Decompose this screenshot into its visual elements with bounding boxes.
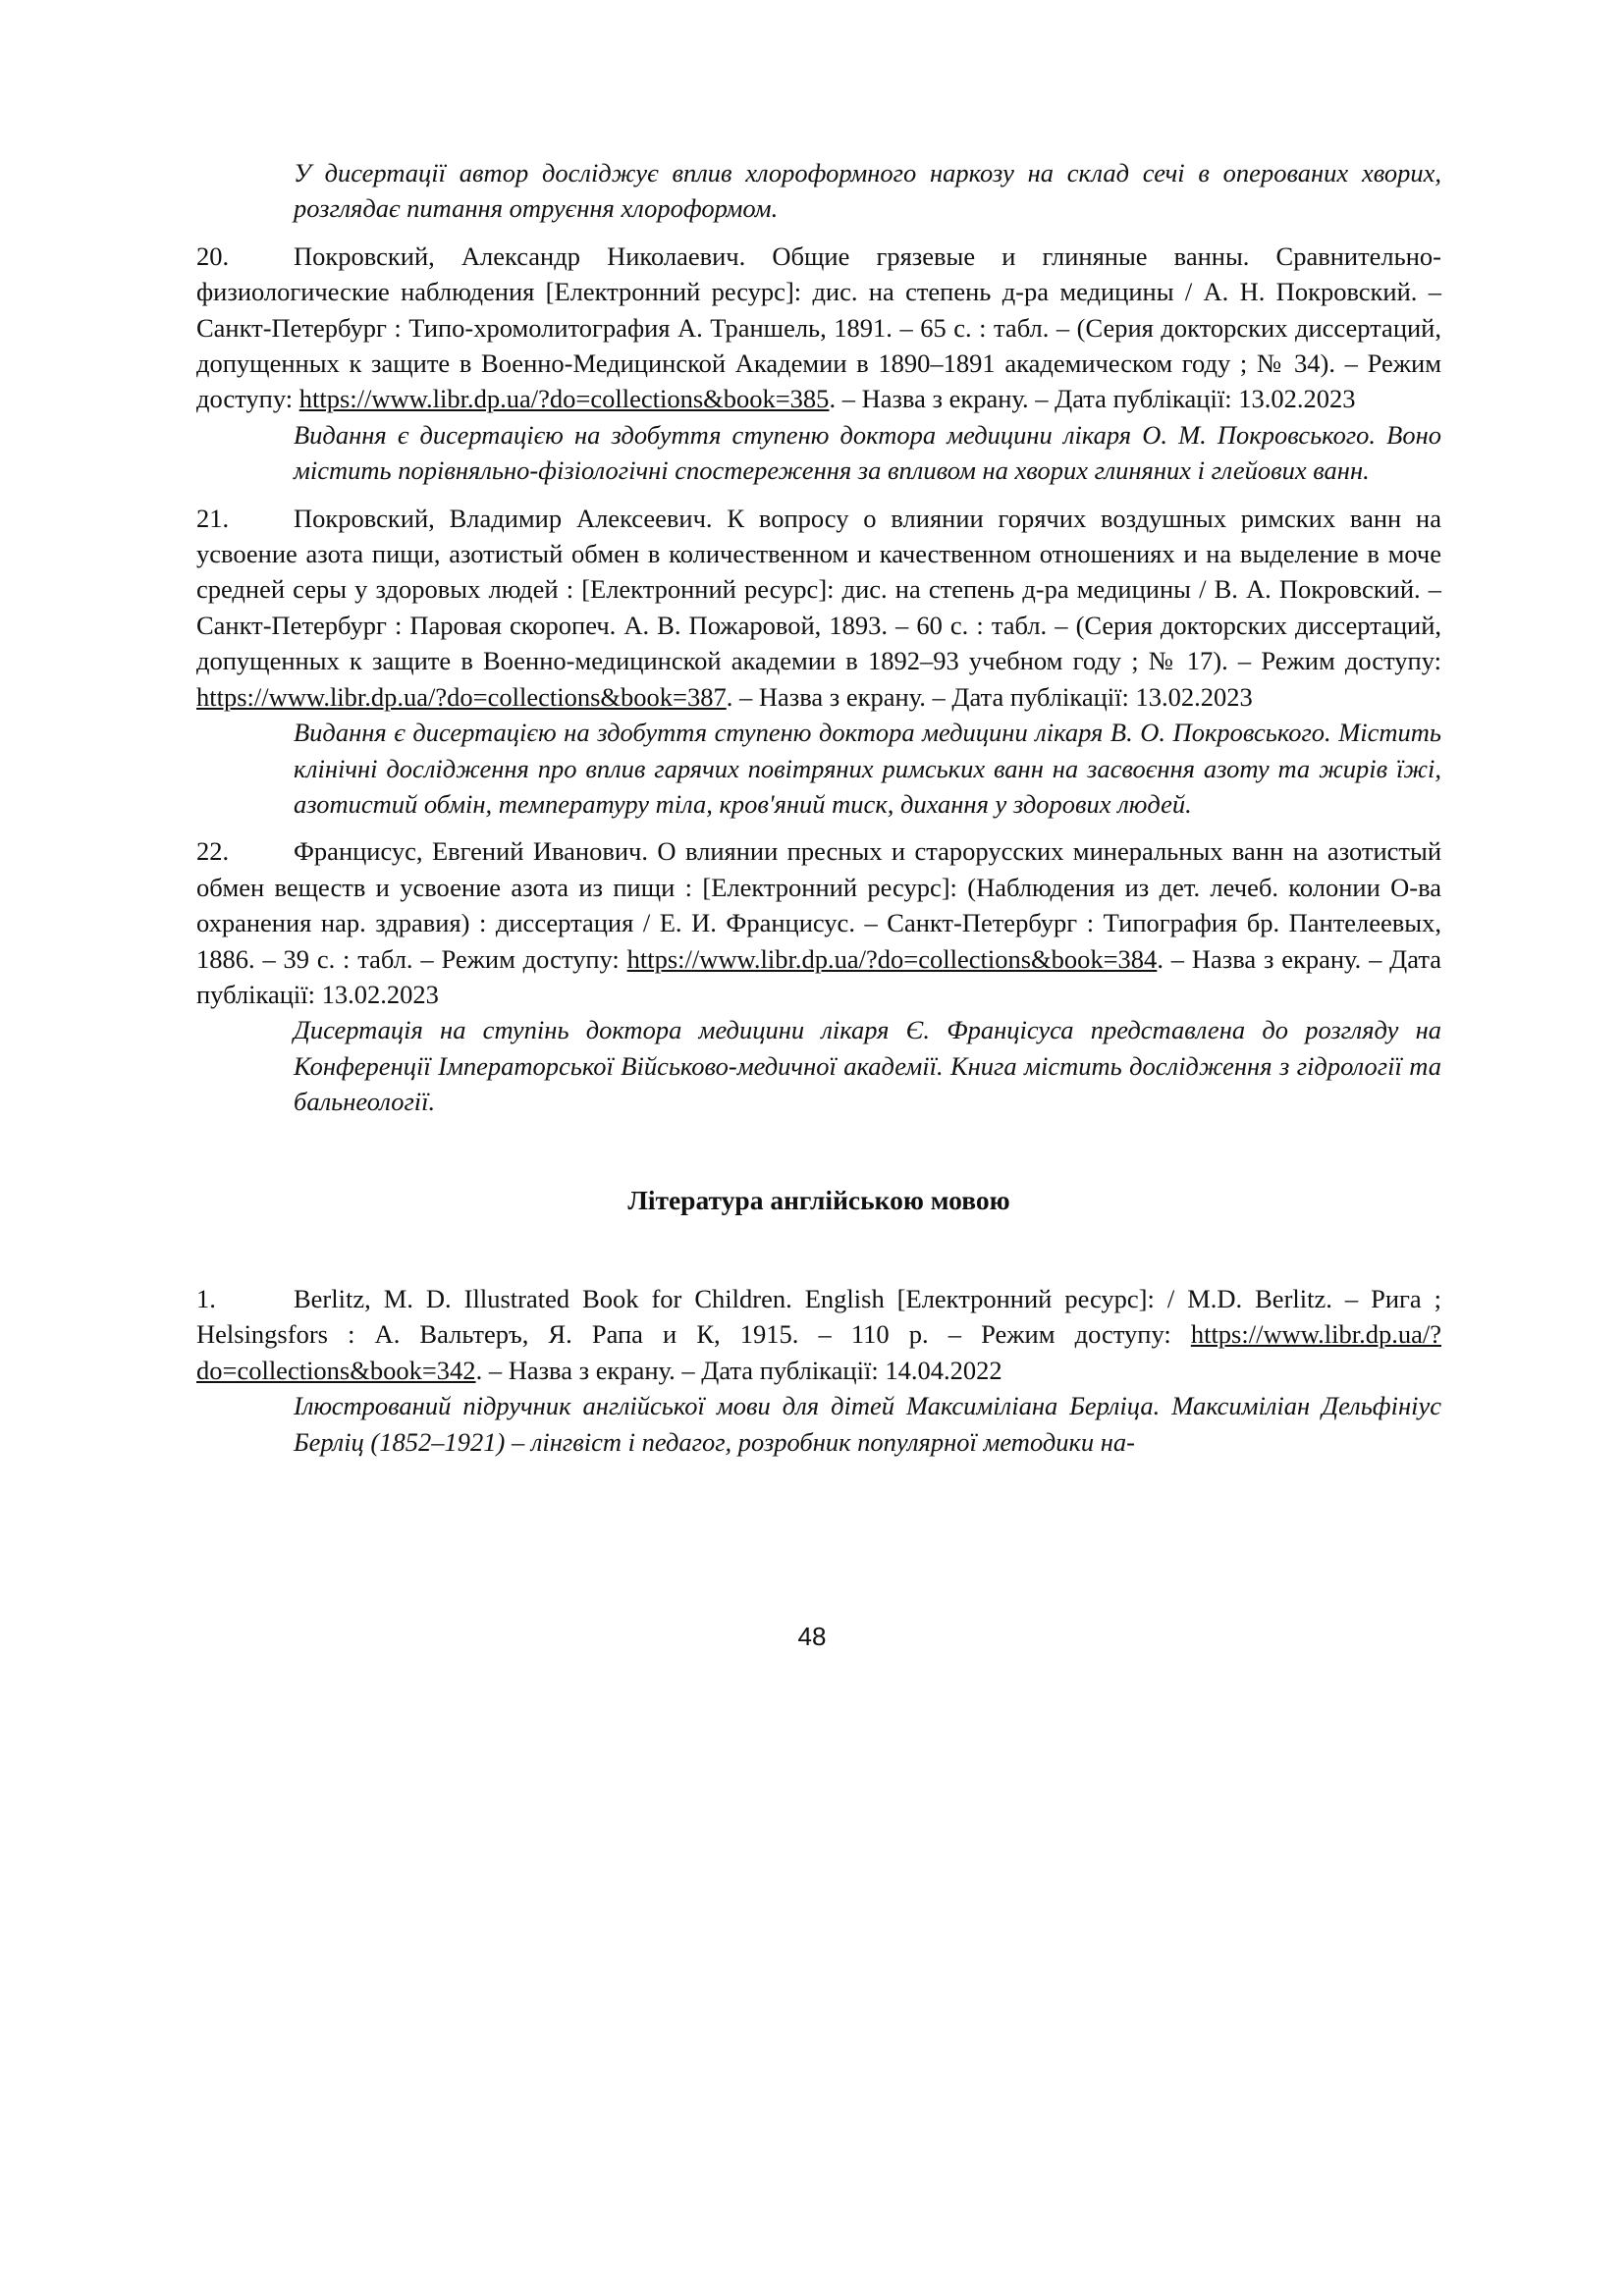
- entry-text: [196, 833, 1441, 1012]
- entry-annotation: Видання є дисертацією на здобуття ступеню доктора медицини лікаря В. О. Покровського. Містить клінічні дослідження про вплив гарячих повітряних римських ванн на засвоєння азоту та жирів їжі, азотистий обмін, температуру тіла, кров'яний тиск, дихання у здорових людей.: [294, 718, 1441, 819]
- entry-text: [196, 1281, 1441, 1388]
- entry-text: [196, 239, 1441, 417]
- bibliography-entry-en-1: [196, 1281, 1441, 1460]
- section-heading: Література англійською мовою: [627, 1184, 1010, 1215]
- bibliography-entry-21: [196, 501, 1441, 823]
- page-content: [196, 155, 1441, 1460]
- entry-number: 1.: [196, 1283, 216, 1313]
- entry-annotation: Ілюстрований підручник англійської мови для дітей Максиміліана Берліца. Максиміліан Дельфініус Берліц (1852–1921) – лінгвіст і педагог, розробник популярної методики на-: [294, 1391, 1441, 1457]
- entry-body: Покровский, Александр Николаевич. Общие грязевые и глиняные ванны. Сравнительно-физиологические наблюдения [Електронний ресурс]: дис. на степень д-ра медицины / А. Н. Покровский. – Санкт-Петербург : Типо-хромолитография А. Траншель, 1891. – 65 с. : табл. – (Серия докторских диссертаций, допущенных к защите в Военно-Медицинской Академии в 1890–1891 академическом году ; № 34). – Режим доступу:: [196, 240, 1441, 414]
- entry-tail: . – Назва з екрану. – Дата публікації: 13.02.2023: [726, 681, 1253, 712]
- entry-tail: . – Назва з екрану. – Дата публікації: 13.02.2023: [829, 384, 1356, 414]
- page-number: 48: [797, 1622, 827, 1651]
- entry-body: Berlitz, M. D. Illustrated Book for Children. English [Електронний ресурс]: / M.D. Berlitz. – Рига ; Helsingsfors : А. Вальтеръ, Я. Рапа и К, 1915. – 110 p. – Режим доступу:: [196, 1283, 1441, 1350]
- entry-number: 20.: [196, 240, 230, 271]
- bibliography-entry-20: [196, 239, 1441, 489]
- entry-body: Францисус, Евгений Иванович. О влиянии пресных и старорусских минеральных ванн на азотистый обмен веществ и усвоение азота из пищи : [Електронний ресурс]: (Наблюдения из дет. лечеб. колонии О-ва охранения нар. здравия) : диссертация / Е. И. Францисус. – Санкт-Петербург : Типография бр. Пантелеевых, 1886. – 39 с. : табл. – Режим доступу:: [196, 836, 1441, 974]
- bibliography-entry-22: [196, 833, 1441, 1119]
- entry-link[interactable]: https://www.libr.dp.ua/?do=collections&book=385: [298, 384, 830, 414]
- entry-tail: . – Назва з екрану. – Дата публікації: 13.02.2023: [196, 943, 1441, 1009]
- entry-number: 21.: [196, 503, 230, 533]
- entry-annotation: Дисертація на ступінь доктора медицини лікаря Є. Францісуса представлена до розгляду на Конференції Імператорської Військово-медичної академії. Книга містить дослідження з гідрології та бальнеології.: [294, 1015, 1441, 1117]
- entry-annotation: Видання є дисертацією на здобуття ступеню доктора медицини лікаря О. М. Покровського. Воно містить порівняльно-фізіологічні спостереження за впливом на хворих глиняних і глейових ванн.: [294, 419, 1441, 486]
- entry-text: [196, 501, 1441, 715]
- entry-tail: . – Назва з екрану. – Дата публікації: 14.04.2022: [475, 1355, 1002, 1385]
- entry-link[interactable]: https://www.libr.dp.ua/?do=collections&book=342: [196, 1319, 1441, 1385]
- entry-link[interactable]: https://www.libr.dp.ua/?do=collections&book=384: [626, 943, 1158, 974]
- entry-link[interactable]: https://www.libr.dp.ua/?do=collections&book=387: [196, 681, 727, 712]
- entry-number: 22.: [196, 836, 230, 867]
- intro-annotation: У дисертації автор досліджує вплив хлороформного наркозу на склад сечі в оперованих хворих, розглядає питання отруєння хлороформом.: [294, 158, 1441, 224]
- entry-body: Покровский, Владимир Алексеевич. К вопросу о влиянии горячих воздушных римских ванн на усвоение азота пищи, азотистый обмен в количественном и качественном отношениях и на выделение в моче средней серы у здоровых людей : [Електронний ресурс]: дис. на степень д-ра медицины / В. А. Покровский. – Санкт-Петербург : Паровая скоропеч. А. В. Пожаровой, 1893. – 60 с. : табл. – (Серия докторских диссертаций, допущенных к защите в Военно-медицинской академии в 1892–93 учебном году ; № 17). – Режим доступу:: [196, 503, 1441, 676]
